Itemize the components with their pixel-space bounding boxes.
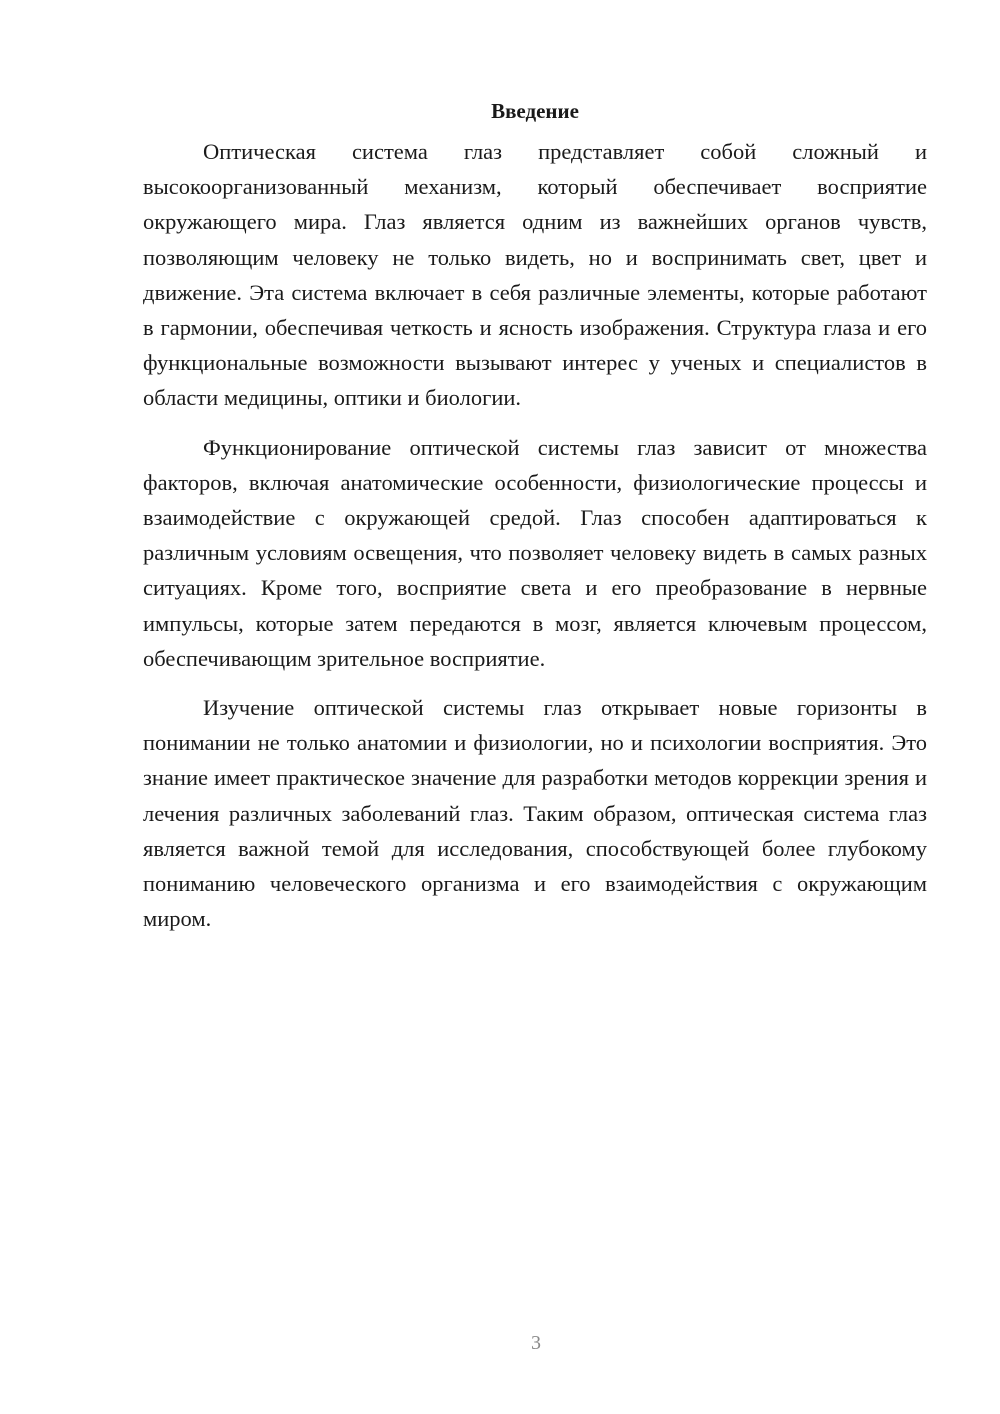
paragraph-1: Оптическая система глаз представляет собой сложный и высокоорганизованный механизм, который обеспечивает восприятие окружающего мира. Глаз является одним из важнейших органов чувств, позволяющим человеку не только видеть, но и воспринимать свет, цвет и движение. Эта система включает в себя различные элементы, которые работают в гармонии, обеспечивая четкость и ясность изображения. Структура глаза и его функциональные возможности вызывают интерес у ученых и специалистов в области медицины, оптики и биологии. (143, 139, 927, 411)
page-number: 3 (531, 1332, 541, 1354)
page-content (143, 94, 927, 950)
paragraph-2: Функционирование оптической системы глаз зависит от множества факторов, включая анатомические особенности, физиологические процессы и взаимодействие с окружающей средой. Глаз способен адаптироваться к различным условиям освещения, что позволяет человеку видеть в самых разных ситуациях. Кроме того, восприятие света и его преобразование в нервные импульсы, которые затем передаются в мозг, является ключевым процессом, обеспечивающим зрительное восприятие. (143, 434, 927, 671)
paragraph-3: Изучение оптической системы глаз открывает новые горизонты в понимании не только анатомии и физиологии, но и психологии восприятия. Это знание имеет практическое значение для разработки методов коррекции зрения и лечения различных заболеваний глаз. Таким образом, оптическая система глаз является важной темой для исследования, способствующей более глубокому пониманию человеческого организма и его взаимодействия с окружающим миром. (143, 695, 927, 932)
section-heading: Введение (491, 99, 579, 123)
